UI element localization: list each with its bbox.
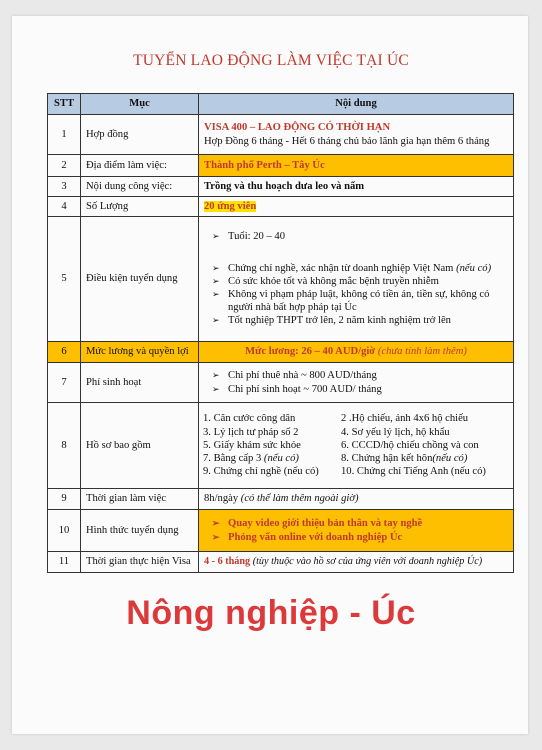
item-note: (nếu có)	[263, 453, 299, 465]
arrow-bullet-icon: ➢	[212, 315, 220, 326]
recruitment-table	[47, 93, 514, 573]
row-label: Hợp đồng	[81, 115, 199, 155]
bullet-text	[228, 262, 491, 275]
list-item	[204, 531, 508, 544]
salary-value: Mức lương: 26 – 40 AUD/giờ	[245, 346, 376, 358]
bullet-text: Không vi phạm pháp luật, không có tiền án, tiền sự, không có người nhà bất hợp pháp tại Úc	[228, 289, 490, 314]
row-number: 11	[48, 552, 81, 573]
contract-terms: Hợp Đồng 6 tháng - Hết 6 tháng chủ bảo lãnh gia hạn thêm 6 tháng	[204, 135, 490, 147]
visa-type: VISA 400 – LAO ĐỘNG CÓ THỜI HẠN	[204, 122, 391, 134]
list-item: 3. Lý lịch tư pháp số 2	[203, 426, 299, 438]
visa-duration: 4 - 6 tháng	[204, 555, 251, 567]
arrow-bullet-icon: ➢	[212, 262, 220, 273]
list-item	[204, 288, 508, 314]
bullet-text: Có sức khỏe tốt và không mắc bệnh truyền nhiễm	[228, 275, 439, 287]
row-content	[199, 489, 514, 510]
item-text: 7. Bằng cấp 3	[203, 453, 262, 465]
header-muc: Mục	[81, 94, 199, 115]
bullet-main: Chứng chỉ nghề, xác nhận từ doanh nghiệp Việt Nam	[228, 262, 454, 274]
visa-duration-note: (tùy thuộc vào hồ sơ của ứng viên với doanh nghiệp Úc)	[252, 555, 483, 567]
row-content	[199, 217, 514, 342]
table-row	[48, 403, 514, 489]
list-item: 5. Giấy khám sức khỏe	[203, 439, 301, 451]
row-label: Địa điểm làm việc:	[81, 155, 199, 177]
header-noi-dung: Nội dung	[199, 94, 514, 115]
documents-list	[203, 412, 509, 478]
bullet-note: (nếu có)	[456, 262, 492, 274]
work-location: Thành phố Perth – Tây Úc	[199, 155, 514, 177]
hours-note: (có thể làm thêm ngoài giờ)	[240, 493, 359, 505]
row-content	[199, 197, 514, 217]
row-label: Thời gian làm việc	[81, 489, 199, 510]
row-number: 3	[48, 177, 81, 197]
row-number: 4	[48, 197, 81, 217]
list-item: 9. Chứng chỉ nghề (nếu có)	[203, 466, 319, 478]
quantity-value: 20 ứng viên	[204, 200, 257, 212]
table-row	[48, 197, 514, 217]
table-row	[48, 510, 514, 552]
arrow-bullet-icon: ➢	[212, 518, 220, 529]
list-item: 1. Căn cước công dân	[203, 413, 296, 425]
row-number: 9	[48, 489, 81, 510]
row-label: Thời gian thực hiện Visa	[81, 552, 199, 573]
list-item	[204, 517, 508, 530]
row-number: 2	[48, 155, 81, 177]
row-number: 6	[48, 342, 81, 363]
row-content	[199, 552, 514, 573]
list-item	[203, 452, 339, 465]
arrow-bullet-icon: ➢	[212, 231, 220, 242]
row-content	[199, 342, 514, 363]
job-description: Trồng và thu hoạch dưa leo và nấm	[199, 177, 514, 197]
list-item	[204, 262, 508, 275]
row-number: 10	[48, 510, 81, 552]
hours-value: 8h/ngày	[204, 493, 239, 505]
row-content	[199, 115, 514, 155]
row-label: Mức lương và quyền lợi	[81, 342, 199, 363]
row-label: Nội dung công việc:	[81, 177, 199, 197]
list-item	[204, 314, 508, 327]
list-item: 6. CCCD/hộ chiếu chồng và con	[341, 439, 479, 451]
table-row	[48, 155, 514, 177]
table-row	[48, 217, 514, 342]
list-item	[341, 452, 509, 465]
arrow-bullet-icon: ➢	[212, 383, 220, 394]
table-row	[48, 489, 514, 510]
row-number: 8	[48, 403, 81, 489]
row-label: Hồ sơ bao gồm	[81, 403, 199, 489]
item-text: 8. Chứng hận kết hôn	[341, 453, 433, 465]
row-number: 5	[48, 217, 81, 342]
table-row	[48, 363, 514, 403]
salary-note: (chưa tính làm thêm)	[377, 346, 467, 358]
table-row	[48, 552, 514, 573]
arrow-bullet-icon: ➢	[212, 531, 220, 542]
list-item	[204, 383, 508, 396]
header-stt: STT	[48, 94, 81, 115]
list-item	[204, 230, 508, 243]
list-item	[204, 275, 508, 288]
bullet-text: Chi phí thuê nhà ~ 800 AUD/tháng	[228, 370, 377, 382]
row-content	[199, 363, 514, 403]
footer-heading: Nông nghiệp - Úc	[126, 594, 416, 632]
bullet-text: Quay video giới thiệu bản thân và tay nghề	[228, 518, 423, 530]
bullet-text: Tuổi: 20 – 40	[228, 231, 286, 243]
row-label: Hình thức tuyển dụng	[81, 510, 199, 552]
table-header-row	[48, 94, 514, 115]
arrow-bullet-icon: ➢	[212, 289, 220, 299]
bullet-text: Tốt nghiệp THPT trở lên, 2 năm kinh nghiệm trở lên	[228, 315, 451, 327]
list-item: 10. Chứng chỉ Tiếng Anh (nếu có)	[341, 466, 486, 478]
list-item	[204, 369, 508, 382]
row-number: 1	[48, 115, 81, 155]
table-row	[48, 342, 514, 363]
item-note: (nếu có)	[432, 453, 468, 465]
table-row	[48, 115, 514, 155]
row-content	[199, 510, 514, 552]
row-number: 7	[48, 363, 81, 403]
row-content	[199, 403, 514, 489]
bullet-text: Chi phí sinh hoạt ~ 700 AUD/ tháng	[228, 383, 382, 395]
page-title: TUYỂN LAO ĐỘNG LÀM VIỆC TẠI ÚC	[133, 52, 409, 69]
list-item: 2 .Hộ chiếu, ảnh 4x6 hộ chiếu	[341, 413, 469, 425]
arrow-bullet-icon: ➢	[212, 370, 220, 381]
table-row	[48, 177, 514, 197]
row-label: Số Lượng	[81, 197, 199, 217]
list-item: 4. Sơ yếu lý lịch, hộ khẩu	[341, 426, 450, 438]
row-label: Điều kiện tuyển dụng	[81, 217, 199, 342]
bullet-text: Phỏng vấn online với doanh nghiệp Úc	[228, 531, 403, 543]
arrow-bullet-icon: ➢	[212, 275, 220, 286]
row-label: Phí sinh hoạt	[81, 363, 199, 403]
